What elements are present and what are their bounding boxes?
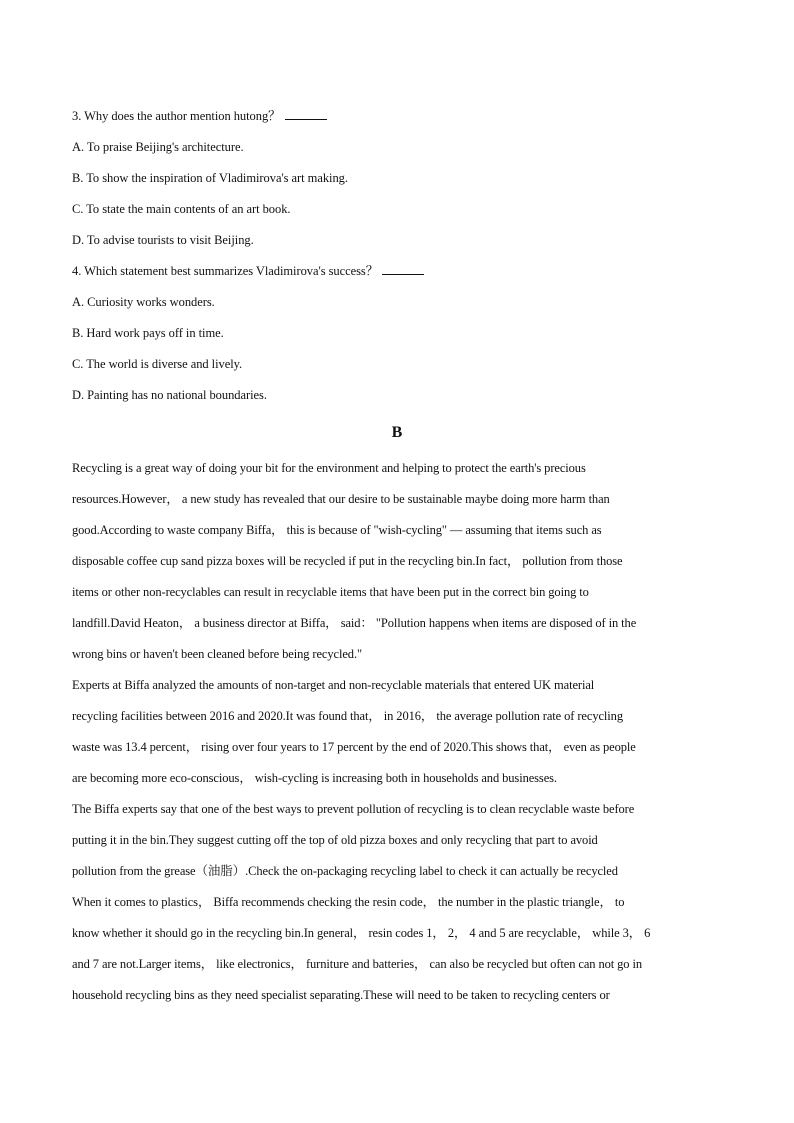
option-b: B. Hard work pays off in time. [72,326,224,340]
passage-line: Experts at Biffa analyzed the amounts of non-target and non-recyclable materials that entered UK material [72,678,595,692]
passage-line: recycling facilities between 2016 and 2020.It was found that， in 2016， the average pollution rate of recycling [72,709,623,723]
passage-line: resources.However， a new study has revealed that our desire to be sustainable maybe doing more harm than [72,492,610,506]
option-d: D. To advise tourists to visit Beijing. [72,233,254,247]
passage-line: pollution from the grease（油脂）.Check the on-packaging recycling label to check it can actually be recycled [72,864,618,878]
question-stem: 4. Which statement best summarizes Vladimirova's success？ [72,256,722,287]
passage-line: waste was 13.4 percent， rising over four years to 17 percent by the end of 2020.This shows that， even as people [72,740,636,754]
passage-line: know whether it should go in the recycling bin.In general， resin codes 1， 2， 4 and 5 are recyclable， while 3， 6 [72,926,651,940]
section-title: B [391,424,403,441]
option-d: D. Painting has no national boundaries. [72,388,267,402]
passage-line: disposable coffee cup sand pizza boxes will be recycled if put in the recycling bin.In fact， pollution from those [72,554,623,568]
passage-line: and 7 are not.Larger items， like electronics， furniture and batteries， can also be recycled but often can not go in [72,957,643,971]
option-b: B. To show the inspiration of Vladimirova's art making. [72,171,348,185]
question-4 [72,256,722,411]
passage-line: The Biffa experts say that one of the best ways to prevent pollution of recycling is to clean recyclable waste before [72,802,635,816]
passage-b [72,453,722,1011]
document-page [72,101,722,1011]
option-a: A. Curiosity works wonders. [72,295,215,309]
question-stem: 3. Why does the author mention hutong？ [72,101,722,132]
passage-line: landfill.David Heaton， a business director at Biffa， said： "Pollution happens when items are disposed of in the [72,616,637,630]
option-c: C. The world is diverse and lively. [72,357,243,371]
option-a: A. To praise Beijing's architecture. [72,140,244,154]
question-3 [72,101,722,256]
option-c: C. To state the main contents of an art book. [72,202,291,216]
answer-blank[interactable] [382,263,424,275]
passage-line: Recycling is a great way of doing your bit for the environment and helping to protect the earth's precious [72,461,586,475]
passage-line: items or other non-recyclables can result in recyclable items that have been put in the correct bin going to [72,585,589,599]
passage-line: household recycling bins as they need specialist separating.These will need to be taken to recycling centers or [72,988,610,1002]
passage-line: are becoming more eco-conscious， wish-cycling is increasing both in households and businesses. [72,771,557,785]
passage-line: wrong bins or haven't been cleaned before being recycled." [72,647,362,661]
answer-blank[interactable] [285,108,327,120]
passage-line: When it comes to plastics， Biffa recommends checking the resin code， the number in the plastic triangle， to [72,895,625,909]
passage-line: good.According to waste company Biffa， this is because of "wish-cycling" — assuming that items such as [72,523,602,537]
passage-line: putting it in the bin.They suggest cutting off the top of old pizza boxes and only recycling that part to avoid [72,833,598,847]
